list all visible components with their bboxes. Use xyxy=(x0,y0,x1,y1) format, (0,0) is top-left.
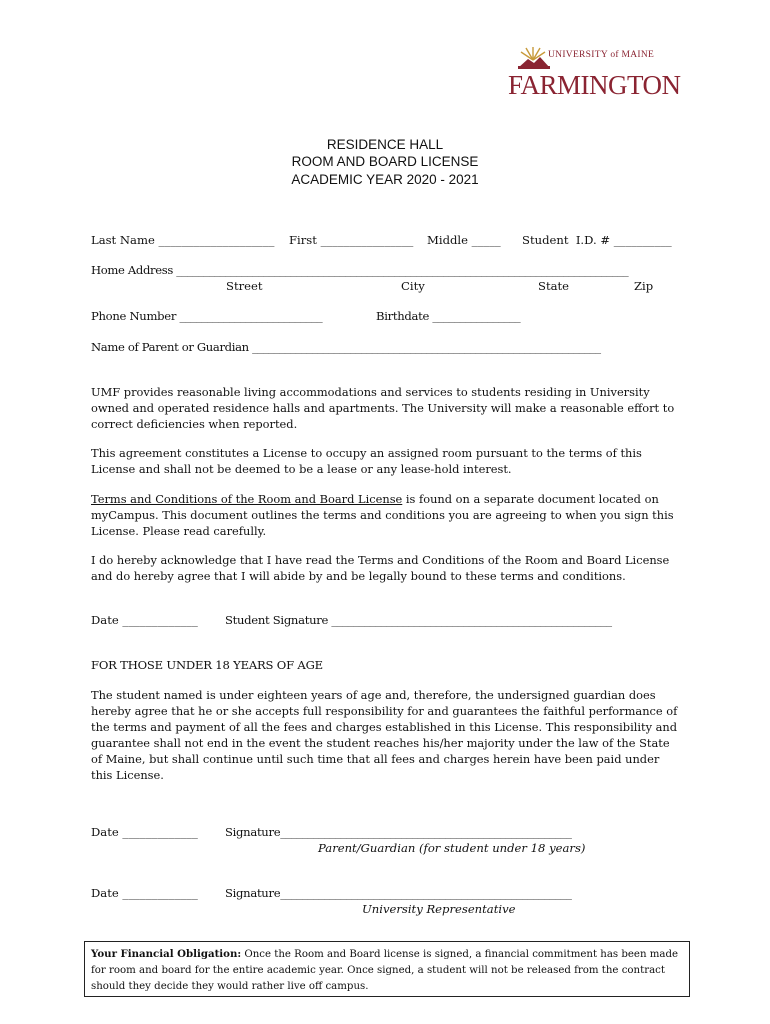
terms-paragraph xyxy=(91,491,681,539)
acknowledge-paragraph: I do hereby acknowledge that I have read the Terms and Conditions of the Room and Board License and do hereby agree that I will abide by and be legally bound to these terms and conditions. xyxy=(91,553,670,583)
logo-campus-text: FARMINGTON xyxy=(508,70,681,100)
guardian-signature-field[interactable]: Signature_____________________________________________________ xyxy=(225,825,572,839)
home-address-field[interactable]: Home Address ___________________________________________________________________________________ xyxy=(91,263,629,277)
license-paragraph: This agreement constitutes a License to occupy an assigned room pursuant to the terms of this License and shall not be deemed to be a lease or any lease-hold interest. xyxy=(91,446,642,476)
minors-heading: FOR THOSE UNDER 18 YEARS OF AGE xyxy=(91,658,323,672)
minors-paragraph: The student named is under eighteen years of age and, therefore, the undersigned guardian does hereby agree that he or she accepts full responsibility for and guarantees the faithful performance of the terms and payment of all the fees and charges established in this License. This responsibility and guarantee shall not end in the event the student reaches his/her majority under the law of the State of Maine, but shall continue until such time that all fees and charges herein have been paid under this License. xyxy=(91,688,678,782)
middle-name-field[interactable]: Middle _____ xyxy=(427,233,501,247)
parent-guardian-field[interactable]: Name of Parent or Guardian ________________________________________________________________ xyxy=(91,340,601,354)
university-logo xyxy=(508,42,698,102)
representative-date-field[interactable]: Date _____________ xyxy=(91,886,198,900)
street-label: Street xyxy=(226,279,263,293)
title-line-3: ACADEMIC YEAR 2020 - 2021 xyxy=(291,172,479,187)
terms-paragraph-text: is found on a separate document located on myCampus. This document outlines the terms and conditions you are agreeing to when you sign this License. Please read carefully. xyxy=(91,492,674,538)
financial-obligation-box xyxy=(84,941,690,997)
last-name-field[interactable]: Last Name ____________________ xyxy=(91,233,275,247)
student-signature-field[interactable]: Student Signature ___________________________________________________ xyxy=(225,613,612,627)
city-label: City xyxy=(401,279,425,293)
financial-obligation-body: Once the Room and Board license is signed, a financial commitment has been made for room and board for the entire academic year. Once signed, a student will not be released from the contract should they decide they would rather live off campus. xyxy=(91,949,679,992)
title-line-1: RESIDENCE HALL xyxy=(326,137,444,152)
student-id-field[interactable]: Student I.D. # __________ xyxy=(522,233,672,247)
title-line-2: ROOM AND BOARD LICENSE xyxy=(291,154,479,169)
first-name-field[interactable]: First ________________ xyxy=(289,233,414,247)
guardian-date-field[interactable]: Date _____________ xyxy=(91,825,198,839)
state-label: State xyxy=(538,279,570,293)
guardian-caption: Parent/Guardian (for student under 18 years) xyxy=(318,841,586,855)
accommodations-paragraph: UMF provides reasonable living accommodations and services to students residing in University owned and operated residence halls and apartments. The University will make a reasonable effort to correct deficiencies when reported. xyxy=(91,385,675,431)
representative-caption: University Representative xyxy=(362,902,516,916)
phone-number-field[interactable]: Phone Number __________________________ xyxy=(91,309,323,323)
birthdate-field[interactable]: Birthdate ________________ xyxy=(376,309,521,323)
financial-obligation-text xyxy=(91,946,681,995)
representative-signature-field[interactable]: Signature_____________________________________________________ xyxy=(225,886,572,900)
logo-university-text: UNIVERSITY of MAINE xyxy=(548,50,655,60)
financial-obligation-label: Your Financial Obligation: xyxy=(91,948,242,960)
student-date-field[interactable]: Date _____________ xyxy=(91,613,198,627)
zip-label: Zip xyxy=(634,279,654,293)
terms-link[interactable]: Terms and Conditions of the Room and Board License xyxy=(91,492,403,506)
